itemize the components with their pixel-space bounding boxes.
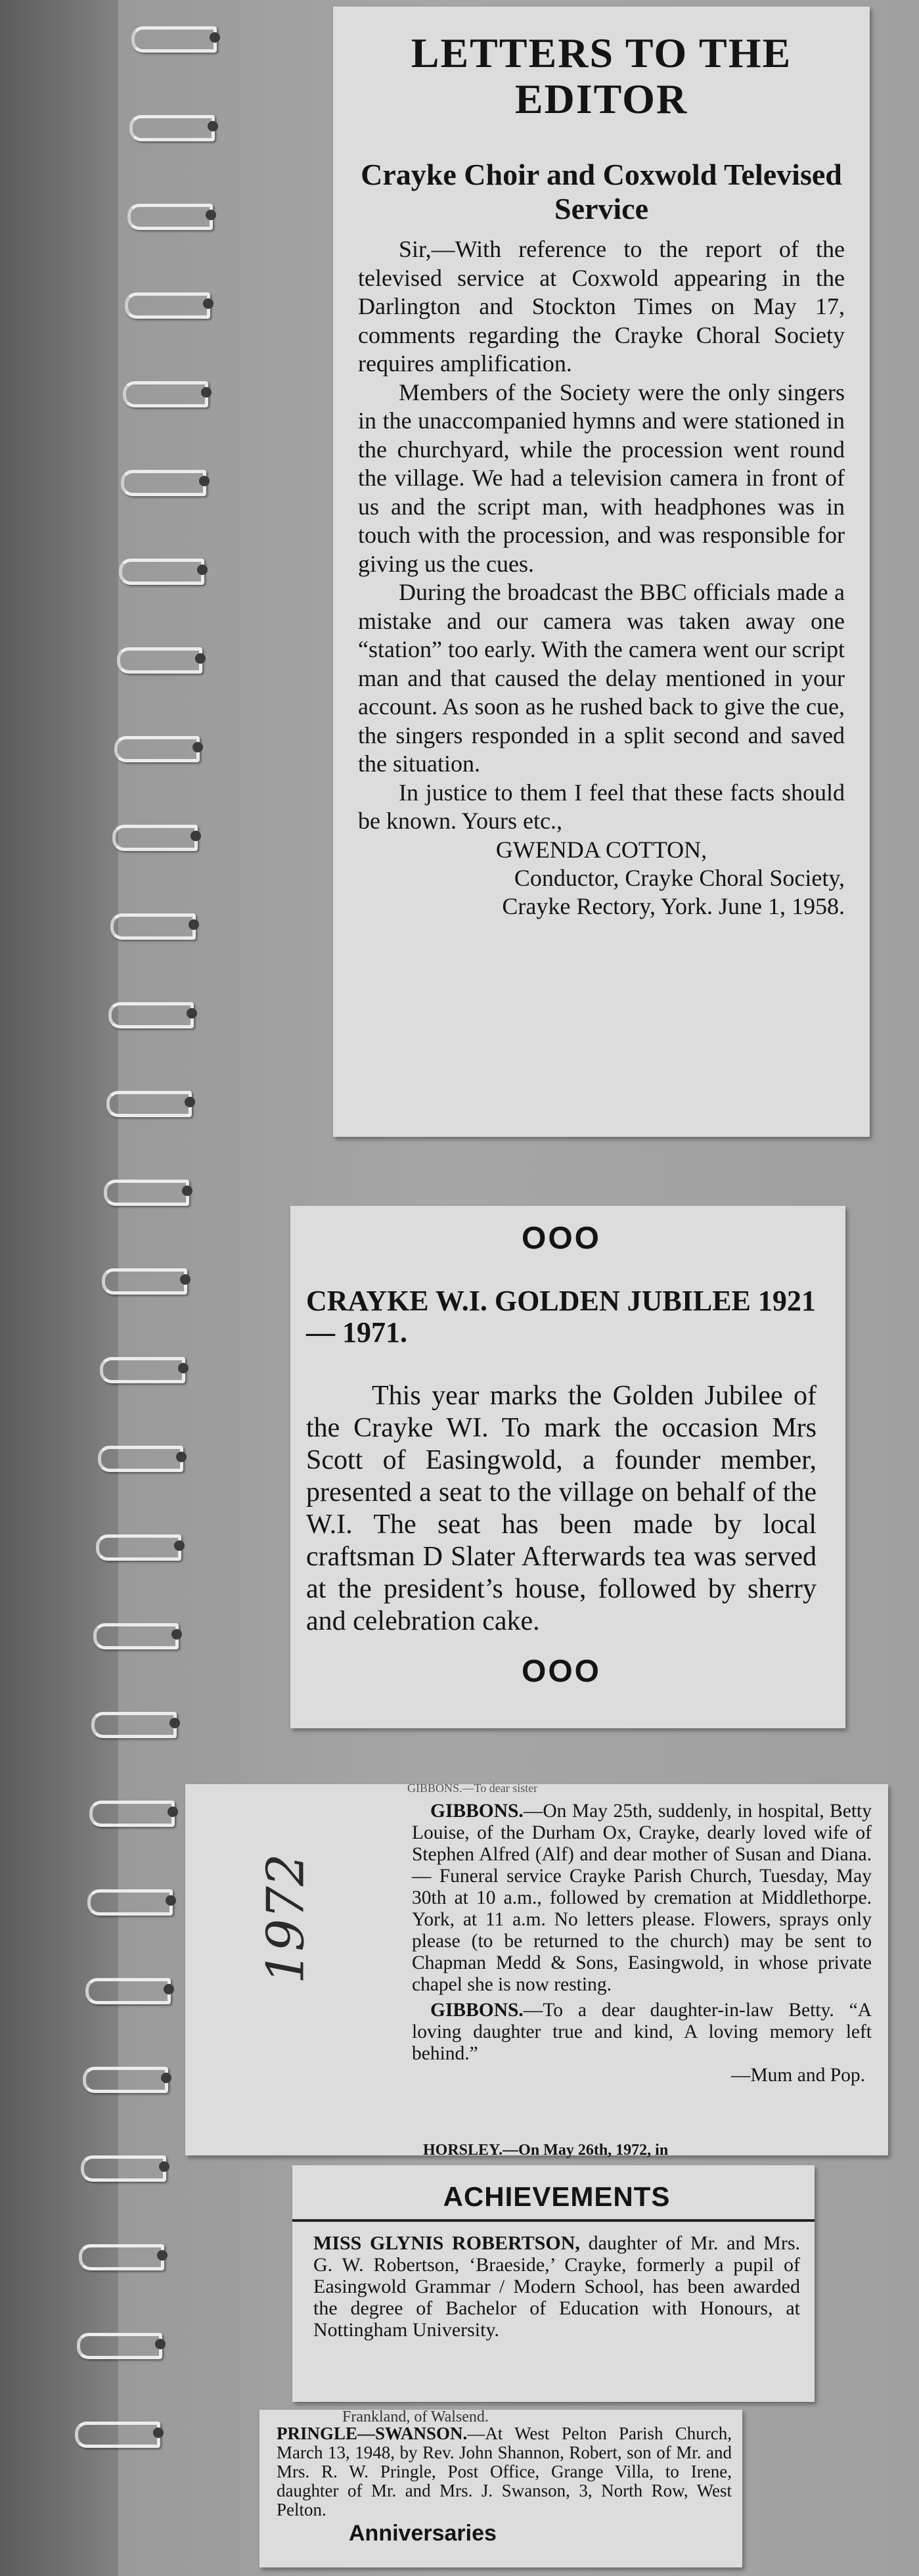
letters-heading: LETTERS TO THE EDITOR [411, 30, 792, 122]
obituary-cut-top: GIBBONS.—To dear sister [407, 1782, 538, 1795]
binding-coil [104, 1180, 189, 1206]
achievements-name: MISS GLYNIS ROBERTSON, [313, 2232, 580, 2254]
letters-signature-address: Crayke Rectory, York. June 1, 1958. [502, 892, 845, 919]
obituary-cut-bottom: HORSLEY.—On May 26th, 1972, in [423, 2142, 669, 2159]
binding-coil [106, 1091, 192, 1117]
binding-coil [125, 292, 210, 319]
jubilee-paragraph: This year marks the Golden Jubilee of the Crayke WI. To mark the occasion Mrs Scott of Easingwold, a founder member, presented a seat to the village on behalf of the W.I. The seat has been made by local craftsman D Slater Afterwards tea was served at the president’s house, followed by sherry and celebration cake. [306, 1381, 817, 1636]
binding-coil [87, 1889, 173, 1916]
binding-coil [100, 1357, 185, 1383]
obituary-sign: —Mum and Pop. [730, 2065, 865, 2086]
binding-coil [123, 381, 208, 407]
letters-body [358, 235, 845, 836]
wedding-text: —At West Pelton Parish Church, March 13, 1948, by Rev. John Shannon, Robert, son of Mr. and Mrs. R. W. Pringle, Post Office, Grange Villa, to Irene, daughter of Mr. and Mrs. J. Swanson, 3, North Row, West Pelton. [277, 2424, 732, 2519]
letters-clipping [333, 7, 870, 1137]
obituary-clipping [185, 1782, 888, 2159]
achievements-text: daughter of Mr. and Mrs. G. W. Robertson, ‘Braeside,’ Crayke, formerly a pupil of Easingwold Grammar / Modern School, has been awarded the degree of Bachelor of Education with Honours, at Nottingham University. [313, 2232, 800, 2341]
binding-coil [119, 559, 204, 585]
achievements-paragraph [313, 2232, 800, 2341]
wedding-cut-top: Frankland, of Walsend. [342, 2408, 489, 2426]
letters-signature-name: GWENDA COTTON, [495, 836, 707, 863]
obituary-entry-text: —To a dear daughter-in-law Betty. “A loving daughter true and kind, A loving memory left behind.” [412, 2000, 872, 2064]
binding-coil [121, 470, 206, 496]
letters-signature-title: Conductor, Crayke Choral Society, [514, 864, 845, 891]
obituary-name: GIBBONS. [430, 1801, 524, 1822]
obituary-entry [412, 2000, 872, 2065]
wedding-body [277, 2424, 732, 2519]
binding-coil [89, 1801, 175, 1827]
ornament-bottom: OOO [521, 1654, 601, 1689]
jubilee-clipping [290, 1206, 845, 1728]
wedding-paragraph [277, 2424, 732, 2519]
obituary-name: GIBBONS. [430, 2000, 524, 2021]
binding-coil [110, 913, 196, 940]
wedding-clipping [259, 2410, 742, 2567]
letters-paragraph: In justice to them I feel that these facts should be known. Yours etc., [358, 779, 845, 834]
obituary-text [412, 1787, 872, 2086]
binding-coil [127, 204, 213, 230]
binding-coil [114, 736, 200, 762]
binding-coil [79, 2244, 164, 2270]
handwritten-year: 1972 [256, 1853, 316, 1985]
wedding-name: PRINGLE—SWANSON. [277, 2424, 468, 2443]
binding-coil [83, 2067, 168, 2093]
jubilee-heading: CRAYKE W.I. GOLDEN JUBILEE 1921 — 1971. [306, 1285, 816, 1348]
letters-subheading: Crayke Choir and Coxwold Televised Service [361, 158, 842, 225]
achievements-body [313, 2232, 800, 2341]
jubilee-body [306, 1380, 817, 1638]
binding-coil [112, 825, 198, 851]
achievements-clipping [292, 2165, 815, 2402]
obituary-entry [412, 1801, 872, 1996]
letters-paragraph: Sir,—With reference to the report of the televised service at Coxwold appearing in the Darlington and Stockton Times on May 17, comments regarding the Crayke Choral Society requires amplification. [358, 236, 845, 377]
wedding-footer: Anniversaries [349, 2521, 497, 2546]
letters-paragraph: During the broadcast the BBC officials made a mistake and our camera was taken away one “station” too early. With the camera went our script man and that caused the delay mentioned in your account. As soon as he rushed back to give the cue, the singers responded in a split second and saved the situation. [358, 579, 845, 777]
divider [292, 2219, 815, 2222]
binding-coil [93, 1623, 179, 1649]
binding-coil [129, 115, 215, 141]
binding-coil [75, 2422, 160, 2448]
binding-coil [91, 1712, 177, 1738]
letters-paragraph: Members of the Society were the only singers in the unaccompanied hymns and were stationed in the churchyard, while the procession went round the village. We had a television camera in front of us and the script man, with headphones was in touch with the procession, and was responsible for giving us the cues. [358, 379, 845, 577]
binding-coil [96, 1534, 181, 1561]
achievements-heading: ACHIEVEMENTS [443, 2181, 671, 2212]
binding-coil [77, 2333, 162, 2359]
binding-coil [131, 26, 217, 53]
binding-coil [117, 647, 202, 674]
ornament-top: OOO [521, 1221, 601, 1256]
binding-coil [81, 2155, 166, 2182]
binding-coil [108, 1002, 194, 1028]
binding-coil [85, 1978, 171, 2004]
obituary-entry-text: —On May 25th, suddenly, in hospital, Betty Louise, of the Durham Ox, Crayke, dearly loved wife of Stephen Alfred (Alf) and dear mother of Susan and Diana. — Funeral service Crayke Parish Church, Tuesday, May 30th at 10 a.m., followed by cremation at Middlethorpe. York, at 11 a.m. No letters please. Flowers, sprays only please (to be returned to the church) may be sent to Chapman Medd & Sons, Easingwold, in whose private chapel she is now resting. [412, 1801, 872, 1995]
binding-coil [102, 1268, 187, 1295]
binding-coil [98, 1446, 183, 1472]
